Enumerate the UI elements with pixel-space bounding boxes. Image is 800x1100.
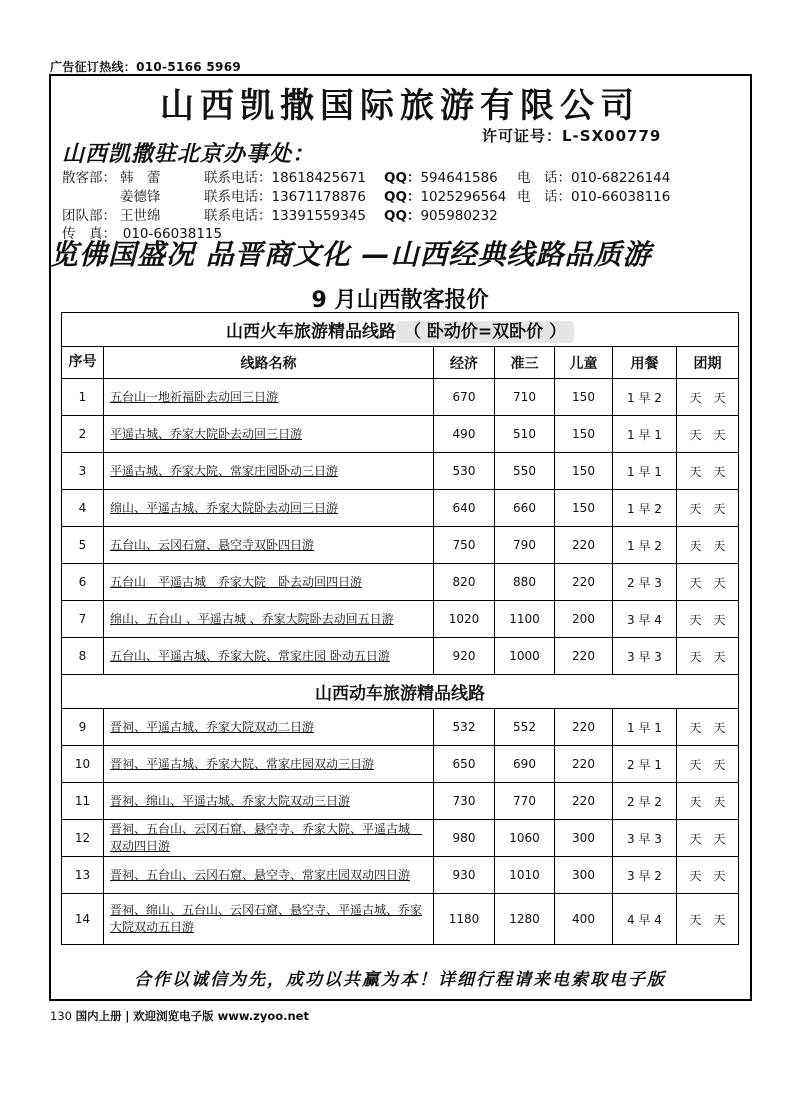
meals: 1 早 1 bbox=[613, 416, 677, 453]
contact-name: 姜德锋 bbox=[120, 189, 161, 205]
qq-number: 905980232 bbox=[420, 208, 498, 224]
price-economy: 530 bbox=[434, 453, 495, 490]
fax-number: 传 真： 010-66038115 bbox=[62, 226, 223, 242]
column-header-row bbox=[62, 347, 739, 379]
contact-role: 团队部： bbox=[62, 208, 116, 224]
price-economy: 1020 bbox=[434, 601, 495, 638]
contact-name: 王世绵 bbox=[120, 208, 161, 224]
contact-qq bbox=[384, 166, 498, 186]
price-child: 220 bbox=[555, 709, 613, 746]
qq-number: 1025296564 bbox=[420, 189, 507, 205]
contact-qq bbox=[384, 185, 506, 205]
price-economy: 490 bbox=[434, 416, 495, 453]
schedule: 天 天 bbox=[677, 564, 739, 601]
table-row bbox=[62, 709, 739, 746]
closing-slogan: 合作以诚信为先，成功以共赢为本！详细行程请来电索取电子版 bbox=[134, 970, 666, 990]
price-economy: 670 bbox=[434, 379, 495, 416]
footer-text: 欢迎浏览电子版 www.zyoo.net bbox=[133, 1009, 309, 1023]
table-row bbox=[62, 638, 739, 675]
section-note: （ 卧动价=双卧价 ） bbox=[396, 321, 574, 343]
price-child: 220 bbox=[555, 746, 613, 783]
price-economy: 640 bbox=[434, 490, 495, 527]
price-child: 150 bbox=[555, 416, 613, 453]
price-economy: 980 bbox=[434, 820, 495, 857]
price-child: 200 bbox=[555, 601, 613, 638]
meals: 1 早 2 bbox=[613, 527, 677, 564]
schedule: 天 天 bbox=[677, 490, 739, 527]
section-title: 山西火车旅游精品线路 （ 卧动价=双卧价 ） bbox=[62, 313, 739, 347]
row-number: 11 bbox=[62, 783, 104, 820]
route-name: 晋祠、五台山、云冈石窟、悬空寺、乔家大院、平遥古城 双动四日游 bbox=[104, 820, 434, 857]
row-number: 3 bbox=[62, 453, 104, 490]
row-number: 14 bbox=[62, 894, 104, 945]
qq-label: QQ： bbox=[384, 208, 421, 224]
license-number: 许可证号：L-SX00779 bbox=[482, 127, 662, 145]
meals: 3 早 3 bbox=[613, 638, 677, 675]
schedule: 天 天 bbox=[677, 453, 739, 490]
schedule: 天 天 bbox=[677, 601, 739, 638]
route-name: 晋祠、绵山、五台山、云冈石窟、悬空寺、平遥古城、乔家大院双动五日游 bbox=[104, 894, 434, 945]
price-child: 150 bbox=[555, 490, 613, 527]
meals: 3 早 4 bbox=[613, 601, 677, 638]
price-child: 220 bbox=[555, 783, 613, 820]
route-name: 晋祠、绵山、平遥古城、乔家大院双动三日游 bbox=[104, 783, 434, 820]
contact-role: 散客部： bbox=[62, 170, 116, 186]
table-row bbox=[62, 894, 739, 945]
price-economy: 650 bbox=[434, 746, 495, 783]
price-quasi3: 770 bbox=[495, 783, 555, 820]
route-name: 五台山、平遥古城、乔家大院、常家庄园 卧动五日游 bbox=[104, 638, 434, 675]
table-row bbox=[62, 490, 739, 527]
month-title: 9 月山西散客报价 bbox=[311, 288, 489, 313]
route-name: 绵山、五台山 、平遥古城 、乔家大院卧去动回五日游 bbox=[104, 601, 434, 638]
row-number: 6 bbox=[62, 564, 104, 601]
schedule: 天 天 bbox=[677, 527, 739, 564]
price-child: 150 bbox=[555, 453, 613, 490]
row-number: 10 bbox=[62, 746, 104, 783]
col-schedule: 团期 bbox=[677, 347, 739, 379]
schedule: 天 天 bbox=[677, 894, 739, 945]
table-row bbox=[62, 746, 739, 783]
route-name: 平遥古城、乔家大院卧去动回三日游 bbox=[104, 416, 434, 453]
book-name: 国内上册 bbox=[75, 1009, 122, 1023]
table-row bbox=[62, 416, 739, 453]
schedule: 天 天 bbox=[677, 746, 739, 783]
route-name: 平遥古城、乔家大院、常家庄园卧动三日游 bbox=[104, 453, 434, 490]
contact-phone: 联系电话：13671178876 bbox=[204, 189, 366, 205]
col-seq: 序号 bbox=[62, 347, 104, 379]
page-footer bbox=[50, 1008, 309, 1024]
price-table bbox=[61, 312, 739, 945]
route-name: 五台山 平遥古城 乔家大院 卧去动回四日游 bbox=[104, 564, 434, 601]
table-row bbox=[62, 820, 739, 857]
price-quasi3: 690 bbox=[495, 746, 555, 783]
price-economy: 930 bbox=[434, 857, 495, 894]
contact-qq bbox=[384, 204, 498, 224]
price-quasi3: 1000 bbox=[495, 638, 555, 675]
route-name: 绵山、平遥古城、乔家大院卧去动回三日游 bbox=[104, 490, 434, 527]
row-number: 5 bbox=[62, 527, 104, 564]
ad-hotline: 广告征订热线：010-5166 5969 bbox=[50, 60, 242, 74]
qq-label: QQ： bbox=[384, 170, 421, 186]
slogan: 览佛国盛况 品晋商文化 —山西经典线路品质游 bbox=[50, 238, 652, 271]
row-number: 1 bbox=[62, 379, 104, 416]
price-quasi3: 510 bbox=[495, 416, 555, 453]
price-quasi3: 1280 bbox=[495, 894, 555, 945]
price-quasi3: 790 bbox=[495, 527, 555, 564]
price-quasi3: 1010 bbox=[495, 857, 555, 894]
footer-separator: | bbox=[125, 1009, 130, 1023]
row-number: 12 bbox=[62, 820, 104, 857]
row-number: 2 bbox=[62, 416, 104, 453]
route-name: 晋祠、平遥古城、乔家大院双动二日游 bbox=[104, 709, 434, 746]
price-child: 220 bbox=[555, 564, 613, 601]
col-child: 儿童 bbox=[555, 347, 613, 379]
col-meals: 用餐 bbox=[613, 347, 677, 379]
meals: 2 早 3 bbox=[613, 564, 677, 601]
price-quasi3: 880 bbox=[495, 564, 555, 601]
schedule: 天 天 bbox=[677, 783, 739, 820]
row-number: 13 bbox=[62, 857, 104, 894]
schedule: 天 天 bbox=[677, 709, 739, 746]
table-row bbox=[62, 379, 739, 416]
price-quasi3: 660 bbox=[495, 490, 555, 527]
route-name: 五台山一地祈福卧去动回三日游 bbox=[104, 379, 434, 416]
meals: 3 早 2 bbox=[613, 857, 677, 894]
qq-number: 594641586 bbox=[420, 170, 498, 186]
row-number: 4 bbox=[62, 490, 104, 527]
section-title: 山西动车旅游精品线路 bbox=[62, 675, 739, 709]
section-header-emu bbox=[62, 675, 739, 709]
emu-routes bbox=[62, 709, 739, 945]
qq-label: QQ： bbox=[384, 189, 421, 205]
price-economy: 820 bbox=[434, 564, 495, 601]
meals: 3 早 3 bbox=[613, 820, 677, 857]
col-economy: 经济 bbox=[434, 347, 495, 379]
meals: 2 早 1 bbox=[613, 746, 677, 783]
price-child: 220 bbox=[555, 527, 613, 564]
schedule: 天 天 bbox=[677, 416, 739, 453]
table-row bbox=[62, 453, 739, 490]
price-child: 150 bbox=[555, 379, 613, 416]
row-number: 9 bbox=[62, 709, 104, 746]
train-routes bbox=[62, 379, 739, 675]
route-name: 晋祠、平遥古城、乔家大院、常家庄园双动三日游 bbox=[104, 746, 434, 783]
contact-phone: 联系电话：18618425671 bbox=[204, 170, 366, 186]
price-quasi3: 550 bbox=[495, 453, 555, 490]
price-economy: 532 bbox=[434, 709, 495, 746]
row-number: 8 bbox=[62, 638, 104, 675]
meals: 1 早 1 bbox=[613, 709, 677, 746]
row-number: 7 bbox=[62, 601, 104, 638]
route-name: 五台山、云冈石窟、悬空寺双卧四日游 bbox=[104, 527, 434, 564]
price-quasi3: 552 bbox=[495, 709, 555, 746]
price-quasi3: 710 bbox=[495, 379, 555, 416]
meals: 1 早 2 bbox=[613, 379, 677, 416]
price-quasi3: 1100 bbox=[495, 601, 555, 638]
price-economy: 730 bbox=[434, 783, 495, 820]
col-quasi3: 准三 bbox=[495, 347, 555, 379]
route-name: 晋祠、五台山、云冈石窟、悬空寺、常家庄园双动四日游 bbox=[104, 857, 434, 894]
price-child: 220 bbox=[555, 638, 613, 675]
schedule: 天 天 bbox=[677, 379, 739, 416]
contact-tel: 电 话：010-68226144 bbox=[517, 170, 671, 186]
col-route: 线路名称 bbox=[104, 347, 434, 379]
price-economy: 750 bbox=[434, 527, 495, 564]
page-number: 130 bbox=[50, 1009, 72, 1023]
schedule: 天 天 bbox=[677, 820, 739, 857]
contact-tel: 电 话：010-66038116 bbox=[517, 189, 671, 205]
table-row bbox=[62, 564, 739, 601]
meals: 1 早 2 bbox=[613, 490, 677, 527]
company-name: 山西凯撒国际旅游有限公司 bbox=[160, 86, 640, 126]
section-header-train bbox=[62, 313, 739, 347]
table-row bbox=[62, 857, 739, 894]
meals: 4 早 4 bbox=[613, 894, 677, 945]
contact-phone: 联系电话：13391559345 bbox=[204, 208, 366, 224]
office-title: 山西凯撒驻北京办事处： bbox=[62, 142, 316, 167]
price-quasi3: 1060 bbox=[495, 820, 555, 857]
price-child: 300 bbox=[555, 820, 613, 857]
price-economy: 920 bbox=[434, 638, 495, 675]
price-economy: 1180 bbox=[434, 894, 495, 945]
table-row bbox=[62, 527, 739, 564]
schedule: 天 天 bbox=[677, 638, 739, 675]
price-child: 300 bbox=[555, 857, 613, 894]
meals: 2 早 2 bbox=[613, 783, 677, 820]
price-child: 400 bbox=[555, 894, 613, 945]
table-row bbox=[62, 783, 739, 820]
meals: 1 早 1 bbox=[613, 453, 677, 490]
schedule: 天 天 bbox=[677, 857, 739, 894]
table-row bbox=[62, 601, 739, 638]
contact-name: 韩 蕾 bbox=[120, 170, 161, 186]
